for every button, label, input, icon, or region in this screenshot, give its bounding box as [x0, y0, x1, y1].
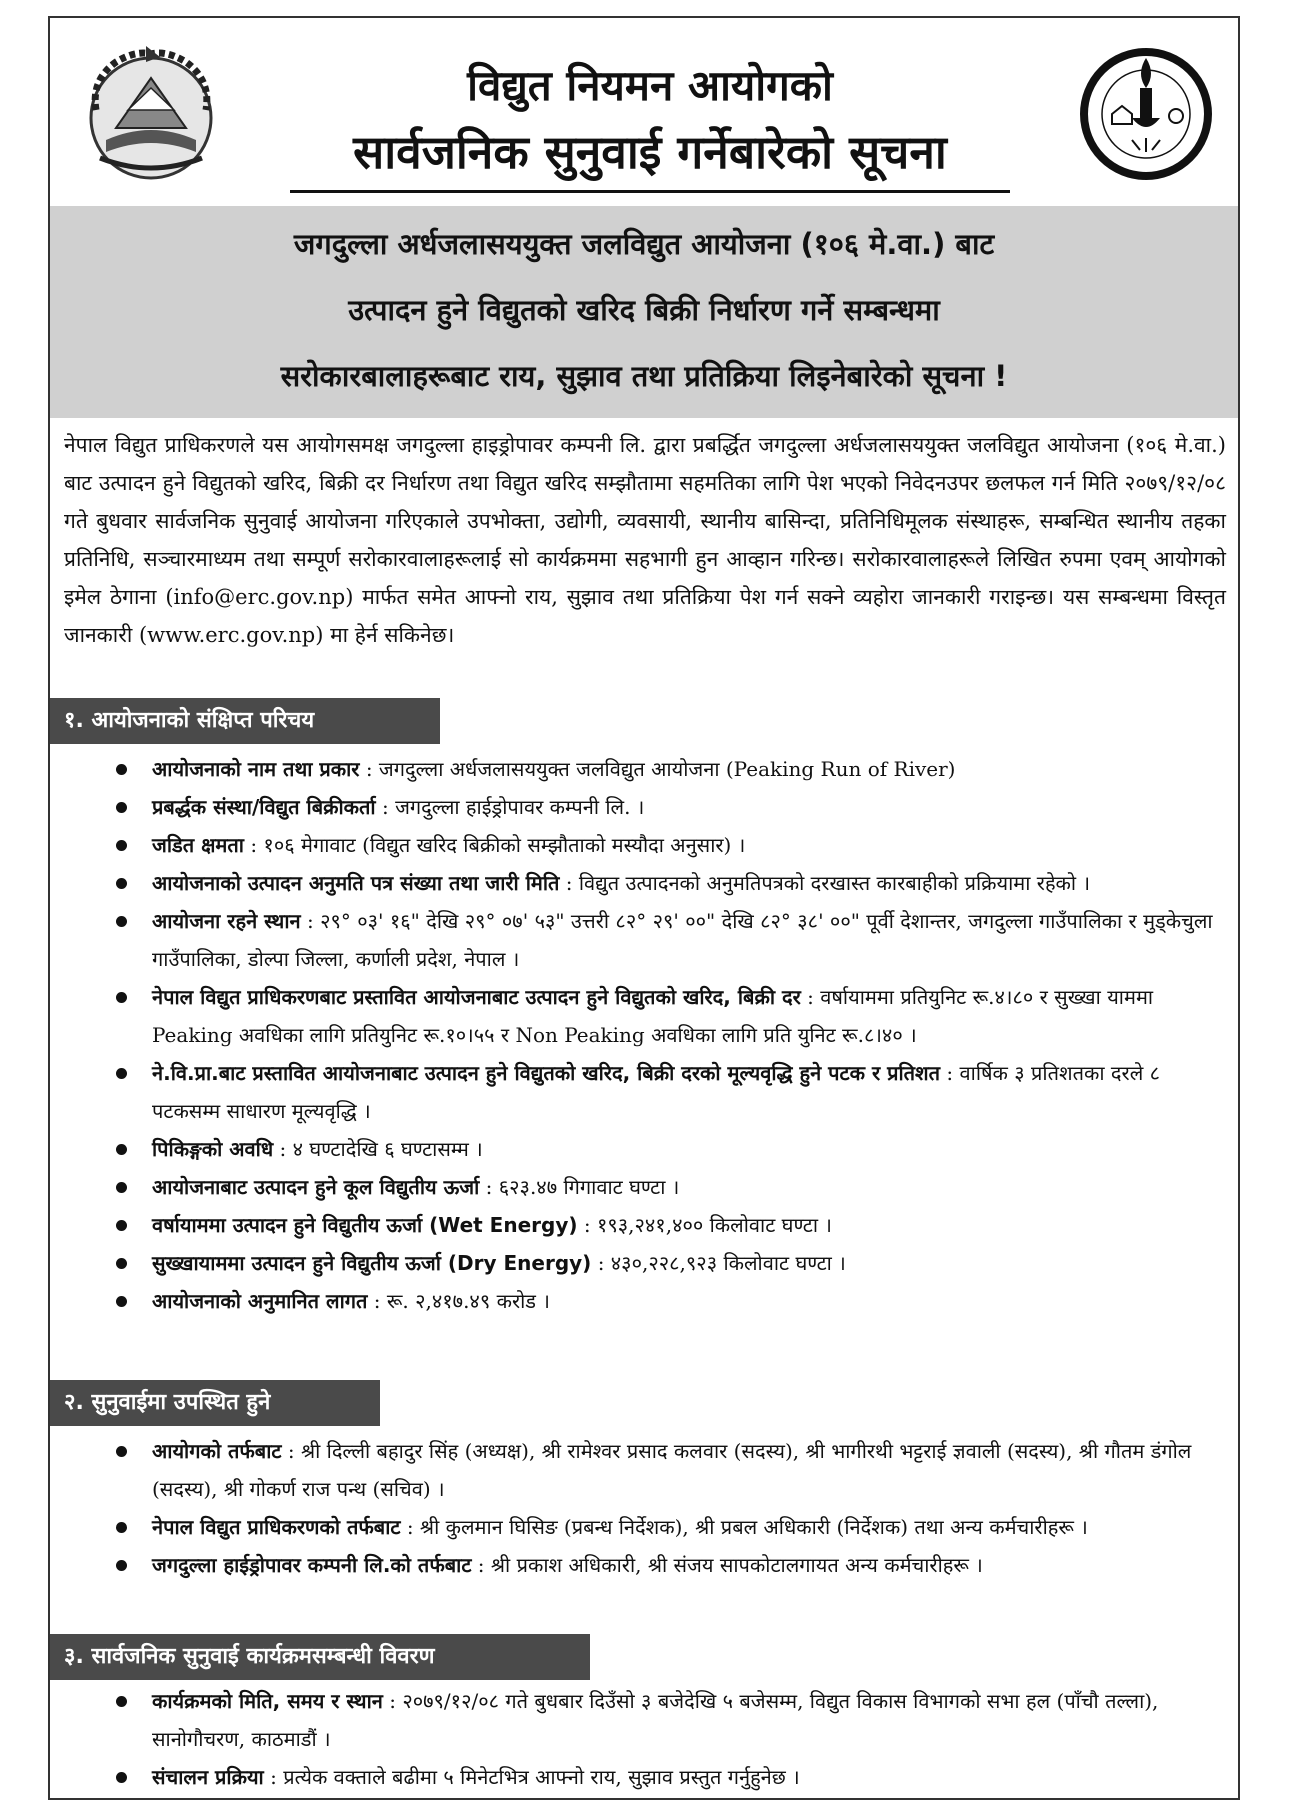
nepal-emblem-icon	[76, 40, 226, 190]
item-text: : रू. २,४१७.४९ करोड ।	[373, 1289, 550, 1313]
item-label: जगदुल्ला हाईड्रोपावर कम्पनी लि.को तर्फबाट	[152, 1553, 472, 1577]
intro-paragraph: नेपाल विद्युत प्राधिकरणले यस आयोगसमक्ष जगदुल्ला हाइड्रोपावर कम्पनी लि. द्वारा प्रबर्द्धित जगदुल्ला अर्धजलासययुक्त जलविद्युत आयोजना (१०६ मे.वा.) बाट उत्पादन हुने विद्युतको खरिद, बिक्री दर निर्धारण तथा विद्युत खरिद सम्झौतामा सहमतिका लागि पेश भएको निवेदनउपर छलफल गर्न मिति २०७९/१२/०८ गते बुधवार सार्वजनिक सुनुवाई आयोजना गरिएकाले उपभोक्ता, उद्योगी, व्यवसायी, स्थानीय बासिन्दा, प्रतिनिधिमूलक संस्थाहरू, सम्बन्धित स्थानीय तहका प्रतिनिधि, सञ्चारमाध्यम तथा सम्पूर्ण सरोकारवालाहरूलाई सो कार्यक्रममा सहभागी हुन आव्हान गरिन्छ। सरोकारवालाहरूले लिखित रुपमा एवम् आयोगको इमेल ठेगाना (info@erc.gov.np) मार्फत समेत आफ्नो राय, सुझाव तथा प्रतिक्रिया पेश गर्न सक्ने व्यहोरा जानकारी गराइन्छ। यस सम्बन्धमा विस्तृत जानकारी (www.erc.gov.np) मा हेर्न सकिनेछ।	[64, 433, 1226, 647]
item-text: : ४ घण्टादेखि ६ घण्टासम्म ।	[279, 1137, 483, 1161]
header-rule	[290, 190, 1010, 193]
item-label: आयोजनाको अनुमानित लागत	[152, 1289, 368, 1313]
item-label: संचालन प्रक्रिया	[152, 1765, 264, 1789]
item-label: आयोजनाबाट उत्पादन हुने कूल विद्युतीय ऊर्जा	[152, 1175, 480, 1199]
item-label: जडित क्षमता	[152, 833, 244, 857]
item-text: : २०७९/१२/०८ गते बुधबार दिउँसो ३ बजेदेखि ५ बजेसम्म, विद्युत विकास विभागको सभा हल (पाँचौ तल्ला), सानोगौचरण, काठमाडौं ।	[152, 1689, 1159, 1751]
item-text: : श्री प्रकाश अधिकारी, श्री संजय सापकोटालगायत अन्य कर्मचारीहरू ।	[477, 1553, 983, 1577]
bullet-icon	[116, 1182, 127, 1193]
bullet-icon	[116, 1696, 127, 1707]
bullet-icon	[116, 1220, 127, 1231]
section-2-heading: २. सुनुवाईमा उपस्थित हुने	[50, 1380, 380, 1426]
section-2-list	[50, 1432, 1238, 1584]
item-text: : १०६ मेगावाट (विद्युत खरिद बिक्रीको सम्झौताको मस्यौदा अनुसार) ।	[250, 833, 746, 857]
item-label: सुख्खायाममा उत्पादन हुने विद्युतीय ऊर्जा (Dry Energy)	[152, 1251, 592, 1275]
item-text: : १९३,२४१,४०० किलोवाट घण्टा ।	[583, 1213, 832, 1237]
bullet-icon	[116, 764, 127, 775]
bullet-icon	[116, 878, 127, 889]
list-item	[50, 1206, 1238, 1244]
list-item	[50, 1282, 1238, 1320]
item-label: प्रबर्द्धक संस्था/विद्युत बिक्रीकर्ता	[152, 795, 376, 819]
list-item	[50, 1432, 1238, 1508]
item-label: कार्यक्रमको मिति, समय र स्थान	[152, 1689, 383, 1713]
list-item	[50, 1054, 1238, 1130]
header-title-1: विद्युत नियमन आयोगको	[467, 61, 833, 110]
bullet-icon	[116, 916, 127, 927]
item-label: वर्षायाममा उत्पादन हुने विद्युतीय ऊर्जा (Wet Energy)	[152, 1213, 578, 1237]
bullet-icon	[116, 1296, 127, 1307]
item-text: : श्री कुलमान घिसिङ (प्रबन्ध निर्देशक), श्री प्रबल अधिकारी (निर्देशक) तथा अन्य कर्मचारीहरू ।	[406, 1515, 1088, 1539]
list-item	[50, 1130, 1238, 1168]
bullet-icon	[116, 1522, 127, 1533]
erc-seal-icon	[1076, 44, 1216, 184]
item-label: पिकिङ्गको अवधि	[152, 1137, 274, 1161]
item-text: : वार्षिक ३ प्रतिशतका दरले ८ पटकसम्म साधारण मूल्यवृद्धि ।	[152, 1061, 1161, 1123]
item-label: आयोगको तर्फबाट	[152, 1439, 282, 1463]
bullet-icon	[116, 802, 127, 813]
item-label: आयोजना रहने स्थान	[152, 909, 301, 933]
list-item	[50, 750, 1238, 788]
bullet-icon	[116, 1446, 127, 1457]
notice-frame	[48, 16, 1240, 1800]
subject-line-3: सरोकारबालाहरूबाट राय, सुझाव तथा प्रतिक्रिया लिइनेबारेको सूचना !	[280, 359, 1008, 393]
list-item	[50, 826, 1238, 864]
list-item	[50, 1682, 1238, 1758]
item-text: : विद्युत उत्पादनको अनुमतिपत्रको दरखास्त कारबाहीको प्रक्रियामा रहेको ।	[565, 871, 1091, 895]
list-item	[50, 1508, 1238, 1546]
list-item	[50, 902, 1238, 978]
item-label: आयोजनाको उत्पादन अनुमति पत्र संख्या तथा जारी मिति	[152, 871, 560, 895]
item-label: आयोजनाको नाम तथा प्रकार	[152, 757, 360, 781]
item-label: नेपाल विद्युत प्राधिकरणको तर्फबाट	[152, 1515, 401, 1539]
item-text: : प्रत्येक वक्ताले बढीमा ५ मिनेटभित्र आफ्नो राय, सुझाव प्रस्तुत गर्नुहुनेछ ।	[270, 1765, 800, 1789]
item-text: : वर्षायाममा प्रतियुनिट रू.४।८० र सुख्खा याममा Peaking अवधिका लागि प्रतियुनिट रू.१०।५५ र Non Peaking अवधिका लागि प्रति युनिट रू.८।४० ।	[152, 985, 1154, 1047]
list-item	[50, 1546, 1238, 1584]
item-text: : जगदुल्ला अर्धजलासययुक्त जलविद्युत आयोजना (Peaking Run of River)	[365, 757, 956, 781]
section-1-heading: १. आयोजनाको संक्षिप्त परिचय	[50, 698, 440, 744]
list-item	[50, 1168, 1238, 1206]
bullet-icon	[116, 840, 127, 851]
bullet-icon	[116, 1258, 127, 1269]
item-text: : ६२३.४७ गिगावाट घण्टा ।	[485, 1175, 680, 1199]
item-label: ने.वि.प्रा.बाट प्रस्तावित आयोजनाबाट उत्पादन हुने विद्युतको खरिद, बिक्री दरको मूल्यवृद्धि हुने पटक र प्रतिशत	[152, 1061, 941, 1085]
section-1-list	[50, 750, 1238, 1320]
item-label: नेपाल विद्युत प्राधिकरणबाट प्रस्तावित आयोजनाबाट उत्पादन हुने विद्युतको खरिद, बिक्री दर	[152, 985, 801, 1009]
bullet-icon	[116, 1560, 127, 1571]
list-item	[50, 978, 1238, 1054]
section-3-list	[50, 1682, 1238, 1796]
header-title-2: सार्वजनिक सुनुवाई गर्नेबारेको सूचना	[353, 125, 947, 179]
bullet-icon	[116, 1068, 127, 1079]
subject-line-2: उत्पादन हुने विद्युतको खरिद बिक्री निर्धारण गर्ने सम्बन्धमा	[348, 293, 940, 327]
item-text: : ४३०,२२८,९२३ किलोवाट घण्टा ।	[597, 1251, 846, 1275]
bullet-icon	[116, 1772, 127, 1783]
list-item	[50, 788, 1238, 826]
list-item	[50, 864, 1238, 902]
subject-line-1: जगदुल्ला अर्धजलासययुक्त जलविद्युत आयोजना (१०६ मे.वा.) बाट	[293, 227, 995, 261]
item-text: : जगदुल्ला हाईड्रोपावर कम्पनी लि. ।	[381, 795, 645, 819]
item-text: : श्री दिल्ली बहादुर सिंह (अध्यक्ष), श्री रामेश्वर प्रसाद कलवार (सदस्य), श्री भागीरथी भट्टराई ज्ञवाली (सदस्य), श्री गौतम डंगोल (सदस्य), श्री गोकर्ण राज पन्थ (सचिव) ।	[152, 1439, 1192, 1501]
list-item	[50, 1758, 1238, 1796]
bullet-icon	[116, 1144, 127, 1155]
bullet-icon	[116, 992, 127, 1003]
section-3-heading: ३. सार्वजनिक सुनुवाई कार्यक्रमसम्बन्धी विवरण	[50, 1634, 590, 1680]
subject-box	[50, 206, 1238, 418]
item-text: : २९° ०३' १६" देखि २९° ०७' ५३" उत्तरी ८२° २९' ००" देखि ८२° ३८' ००" पूर्वी देशान्तर, जगदुल्ला गाउँपालिका र मुड्केचुला गाउँपालिका, डोल्पा जिल्ला, कर्णाली प्रदेश, नेपाल ।	[152, 909, 1213, 971]
list-item	[50, 1244, 1238, 1282]
